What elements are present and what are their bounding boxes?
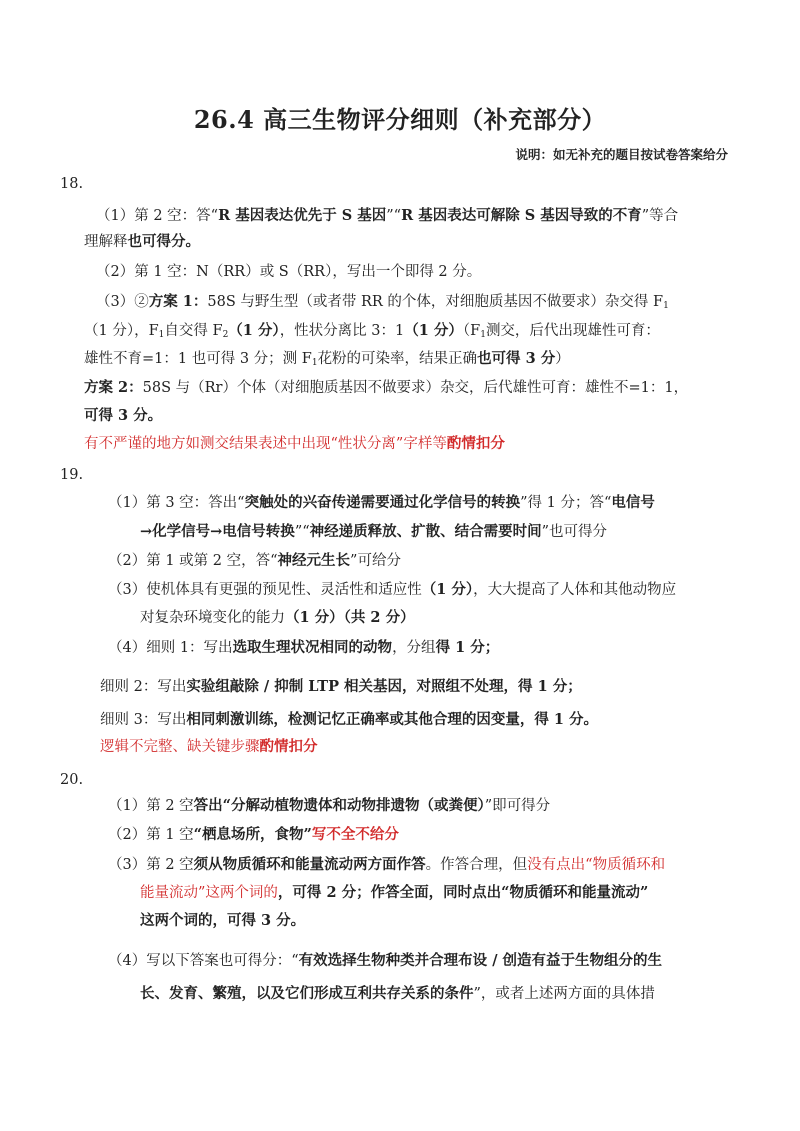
q19-text: （2）第 1 或第 2 空，答“	[108, 553, 278, 569]
q18-line-5	[84, 321, 660, 345]
q18-text: R 基因表达可解除 S 基因导致的不育	[401, 207, 642, 224]
q18-text: （1 分）	[404, 322, 463, 339]
q20-text: （1）第 2 空	[108, 798, 194, 814]
q20-text: ，可得 2 分；作答全面，同时点出“物质循环和能量流动”	[277, 884, 649, 901]
q20-text: 须从物质循环和能量流动两方面作答	[193, 856, 426, 873]
q18-subscript: 1	[663, 301, 669, 311]
q18-line-6	[84, 349, 570, 373]
q19-text: 神经递质释放、扩散、结合需要时间	[309, 523, 542, 540]
q19-line-5	[140, 608, 415, 628]
q20-text: 写不全不给分	[311, 826, 399, 843]
q18-text: R 基因表达优先于 S 基因	[218, 207, 387, 224]
q19-text: ”“	[294, 524, 310, 540]
q18-text: 测交，后代出现雄性可育：	[485, 323, 660, 339]
q18-subscript: 1	[311, 358, 318, 368]
q19-text: 电信号	[611, 494, 655, 511]
q18-text: 花粉的可染率，结果正确	[317, 351, 478, 367]
q19-text: （1 分）（共 2 分）	[285, 609, 415, 626]
q18-line-1	[96, 206, 678, 226]
q18-line-4	[96, 292, 669, 316]
q19-text: ，大大提高了人体和其他动物应	[473, 582, 677, 598]
q18-text: 雄性不育=1：1 也可得 3 分；测 F	[84, 351, 312, 367]
q18-line-7	[84, 378, 688, 398]
q19-line-8	[100, 710, 598, 730]
q18-text: 也可得分。	[127, 233, 200, 250]
q20-line-7	[140, 984, 655, 1004]
q19-line-6	[108, 638, 499, 658]
q19-line-9	[100, 737, 318, 757]
q19-text: 对复杂环境变化的能力	[140, 610, 285, 626]
q18-text: 酌情扣分	[446, 435, 505, 452]
q19-text: 实验组敲除 / 抑制 LTP 相关基因，对照组不处理，得 1 分；	[186, 678, 582, 695]
q18-text: 理解释	[84, 234, 128, 250]
q20-text: 能量流动”这两个词的	[140, 885, 278, 901]
q19-text: 细则 3：写出	[100, 712, 187, 728]
q19-text: 逻辑不完整、缺关键步骤	[100, 739, 260, 755]
q20-text: 。作答合理，但	[425, 857, 528, 873]
page-note: 说明：如无补充的题目按试卷答案给分	[515, 147, 728, 162]
q20-line-4	[140, 883, 648, 903]
q19-text: ”得 1 分；答“	[520, 495, 612, 511]
q19-text: ”也可得分	[541, 524, 608, 540]
q18-text: （3）②	[96, 294, 149, 310]
q20-text: （2）第 1 空	[108, 827, 194, 843]
q18-text: ”等合	[641, 208, 679, 224]
q18-line-9	[84, 434, 505, 454]
q19-text: →化学信号→电信号转换	[140, 523, 295, 540]
q19-text: 神经元生长	[277, 552, 351, 569]
q20-text: 答出“分解动植物遗体和动物排遗物（或粪便）	[193, 797, 485, 814]
q19-text: （3）使机体具有更强的预见性、灵活性和适应性	[108, 582, 422, 598]
page-title: 26.4 高三生物评分细则（补充部分）	[193, 105, 607, 134]
q18-text: ”“	[386, 208, 402, 224]
q19-text: （1）第 3 空：答出“	[108, 495, 245, 511]
q19-line-3	[108, 551, 401, 571]
q18-subscript: 2	[222, 330, 229, 340]
q20-text: （4）写以下答案也可得分：“	[108, 953, 299, 969]
q18-text: ，性状分离比 3：1	[279, 323, 405, 339]
q19-text: ，分组	[392, 640, 436, 656]
q20-line-3	[108, 855, 665, 875]
q18-text: 有不严谨的地方如测交结果表述中出现“性状分离”字样等	[84, 436, 447, 452]
q18-text: （F	[462, 323, 481, 339]
q20-line-5: 这两个词的，可得 3 分。	[140, 912, 306, 929]
question-number-18: 18.	[60, 176, 84, 192]
q20-text: ”，或者上述两方面的具体措	[473, 986, 655, 1002]
q19-text: 选取生理状况相同的动物	[232, 639, 393, 656]
q18-text: 58S 与野生型（或者带 RR 的个体，对细胞质基因不做要求）杂交得 F	[207, 294, 664, 310]
q18-text: ）	[555, 351, 570, 367]
q20-text: “栖息场所，食物”	[193, 826, 312, 843]
q20-text: 长、发育、繁殖，以及它们形成互利共存关系的条件	[140, 985, 474, 1002]
q19-text: 酌情扣分	[259, 738, 318, 755]
q18-text: 58S 与（Rr）个体（对细胞质基因不做要求）杂交，后代雄性可育：雄性不=1：1，	[142, 380, 689, 396]
q19-text: 细则 2：写出	[100, 679, 187, 695]
q18-line-2	[84, 232, 200, 252]
q18-text: 方案 1：	[148, 293, 208, 310]
q18-text: （1 分）	[228, 322, 280, 339]
q19-text: ”可给分	[350, 553, 401, 569]
q19-line-2	[140, 522, 607, 542]
q18-text: （1）第 2 空：答“	[96, 208, 219, 224]
q18-text: 自交得 F	[164, 323, 223, 339]
q19-line-1	[108, 493, 655, 513]
q20-line-6	[108, 951, 662, 971]
question-number-19: 19.	[60, 467, 84, 483]
q18-text: 也可得 3 分	[477, 350, 556, 367]
q19-text: 相同刺激训练，检测记忆正确率或其他合理的因变量，得 1 分。	[186, 711, 599, 728]
q18-line-8: 可得 3 分。	[84, 407, 163, 424]
q19-line-4	[108, 580, 676, 600]
q20-text: 没有点出“物质循环和	[527, 857, 666, 873]
q20-text: 有效选择生物种类并合理布设 / 创造有益于生物组分的生	[298, 952, 663, 969]
q19-text: （4）细则 1：写出	[108, 640, 233, 656]
q19-text: （1 分）	[421, 581, 474, 598]
q18-subscript: 1	[480, 330, 486, 340]
q19-line-7	[100, 677, 582, 697]
q18-subscript: 1	[158, 330, 165, 340]
q19-text: 得 1 分；	[435, 639, 500, 656]
q20-text: ”即可得分	[484, 798, 551, 814]
question-number-20: 20.	[60, 772, 84, 788]
q18-text: 方案 2：	[84, 379, 143, 396]
q20-line-1	[108, 796, 550, 816]
q18-text: （1 分），F	[84, 323, 159, 339]
q19-text: 突触处的兴奋传递需要通过化学信号的转换	[244, 494, 521, 511]
q20-text: （3）第 2 空	[108, 857, 194, 873]
q20-line-2	[108, 825, 399, 845]
q18-line-3: （2）第 1 空：N（RR）或 S（RR），写出一个即得 2 分。	[96, 264, 482, 280]
